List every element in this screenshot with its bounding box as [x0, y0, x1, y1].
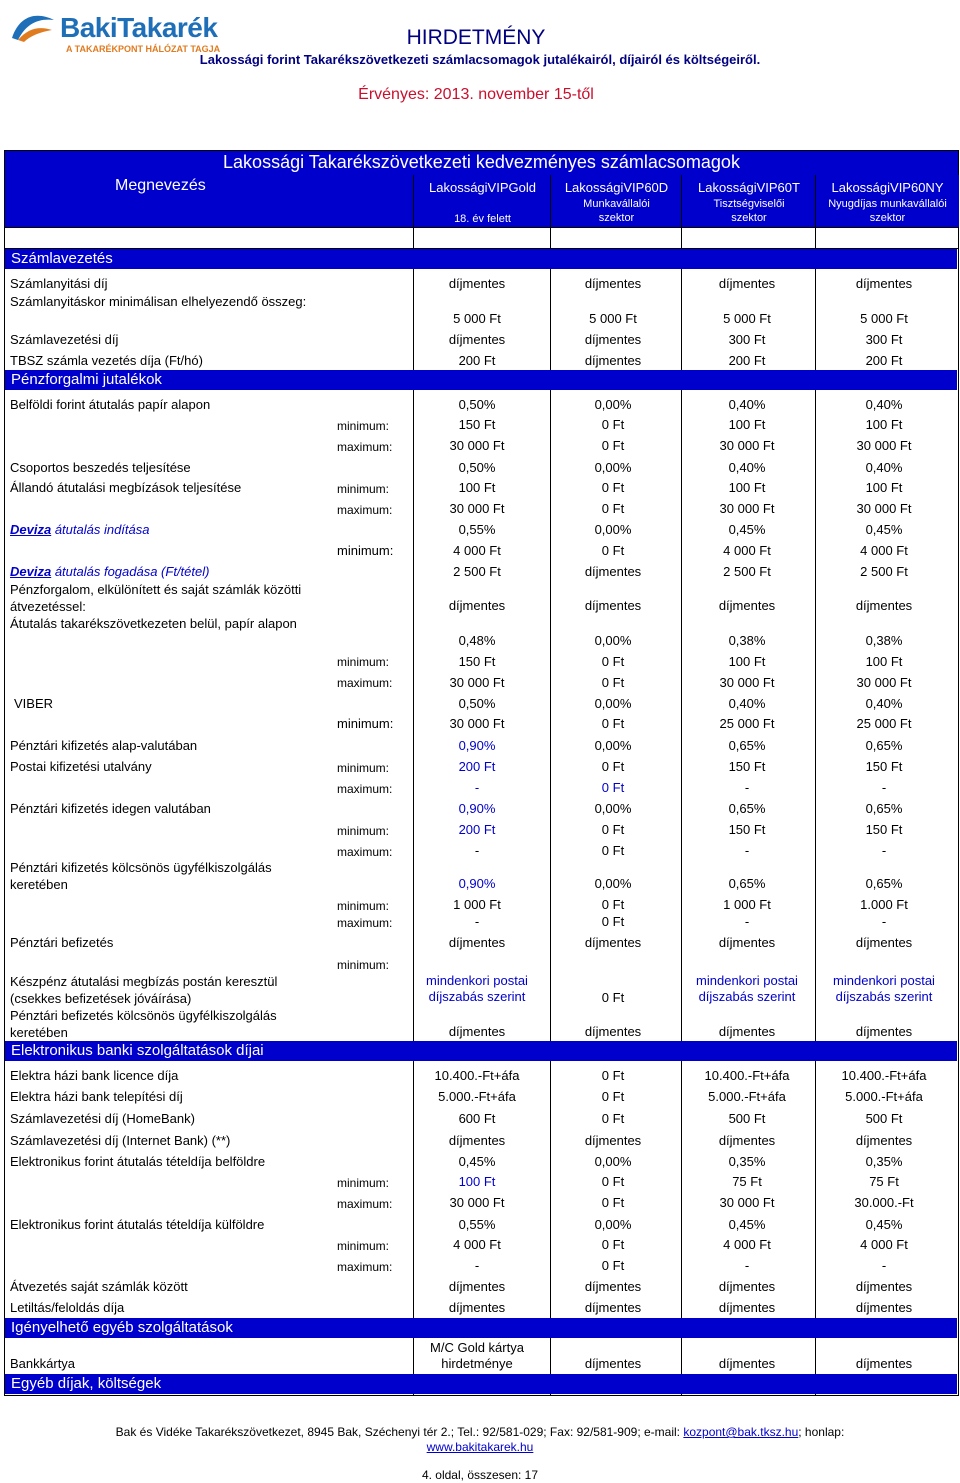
cell: 2 500 Ft: [723, 564, 771, 579]
cell: 100 Ft: [458, 480, 496, 495]
cell: 0 Ft: [601, 1174, 625, 1189]
cell: 30 000 Ft: [719, 501, 775, 516]
cell: 30 000 Ft: [719, 438, 775, 453]
cell: 0,00%: [594, 397, 632, 412]
cell: díjmentes: [718, 1024, 776, 1039]
cell: díjmentes: [448, 1279, 506, 1294]
cell: 0,40%: [728, 460, 766, 475]
cell: díjmentes: [584, 276, 642, 291]
cell: 1.000 Ft: [860, 897, 908, 912]
minimum-label: minimum:: [337, 419, 390, 433]
row-label: Számlavezetési díj (Internet Bank) (**): [10, 1133, 231, 1148]
maximum-label: maximum:: [337, 916, 393, 930]
cell: díjmentes: [584, 598, 642, 613]
cell: 1 000 Ft: [723, 897, 771, 912]
cell: 5 000 Ft: [589, 311, 637, 326]
row-label: Számlavezetési díj: [10, 332, 119, 347]
minimum-label: minimum:: [337, 716, 394, 731]
cell: 30 000 Ft: [449, 675, 505, 690]
cell: 0,00%: [594, 876, 632, 891]
footer-address: Bak és Vidéke Takarékszövetkezet, 8945 Bak, Széchenyi tér 2.; Tel.: 92/581-029; Fax: 92/581-909; e-mail:: [115, 1425, 684, 1439]
cell: 10.400.-Ft+áfa: [434, 1068, 520, 1083]
section-egyeb: Egyéb díjak, költségek: [5, 1374, 957, 1394]
logo-mark-icon: [8, 10, 58, 44]
cell: díjmentes: [855, 1279, 913, 1294]
cell: 4 000 Ft: [723, 1237, 771, 1252]
cell: 0 Ft: [601, 480, 625, 495]
cell: díjmentes: [448, 598, 506, 613]
cell: -: [744, 914, 750, 929]
row-label: Elektronikus forint átutalás tételdíja belföldre: [10, 1154, 266, 1169]
column-header-vip60ny: [815, 175, 959, 227]
cell: 0,45%: [728, 522, 766, 537]
cell: 0,35%: [865, 1154, 903, 1169]
cell: díjmentes: [584, 332, 642, 347]
cell: 0 Ft: [601, 716, 625, 731]
table-header: [4, 150, 959, 228]
cell: 200 Ft: [458, 759, 496, 774]
cell: díjmentes: [584, 1300, 642, 1315]
cell: 150 Ft: [728, 759, 766, 774]
cell: 0 Ft: [601, 1089, 625, 1104]
cell: mindenkori postai díjszabás szerint: [426, 973, 528, 1004]
cell: 0,50%: [458, 460, 496, 475]
cell: 0,00%: [594, 460, 632, 475]
row-label: Pénztári kifizetés kölcsönös ügyfélkiszolgálás keretében: [10, 860, 272, 892]
cell: 0 Ft: [601, 780, 625, 795]
cell: díjmentes: [855, 1300, 913, 1315]
cell: 0,00%: [594, 696, 632, 711]
cell: 5.000.-Ft+áfa: [845, 1089, 923, 1104]
maximum-label: maximum:: [337, 440, 393, 454]
cell: 0 Ft: [601, 417, 625, 432]
cell: 30 000 Ft: [719, 1195, 775, 1210]
cell: díjmentes: [448, 1300, 506, 1315]
cell: 500 Ft: [865, 1111, 903, 1126]
cell: díjmentes: [448, 1133, 506, 1148]
cell: 30 000 Ft: [856, 501, 912, 516]
row-label: Postai kifizetési utalvány: [10, 759, 152, 774]
cell: 0,00%: [594, 1217, 632, 1232]
cell: 0 Ft: [601, 1068, 625, 1083]
cell: 0,40%: [728, 696, 766, 711]
row-label: Számlavezetési díj (HomeBank): [10, 1111, 195, 1126]
cell: 0 Ft: [601, 897, 625, 912]
cell: 75 Ft: [732, 1174, 762, 1189]
cell: 0,40%: [865, 696, 903, 711]
cell: 0,35%: [728, 1154, 766, 1169]
page-subtitle: Lakossági forint Takarékszövetkezeti számlacsomagok jutalékairól, díjairól és költségeiről.: [199, 52, 761, 67]
cell: díjmentes: [718, 276, 776, 291]
cell: 5 000 Ft: [453, 311, 501, 326]
validity-date: Érvényes: 2013. november 15-től: [358, 86, 594, 103]
cell: -: [881, 1258, 887, 1273]
cell: díjmentes: [448, 935, 506, 950]
cell: 0,65%: [728, 738, 766, 753]
cell: 100 Ft: [728, 480, 766, 495]
row-label: Készpénz átutalási megbízás postán keresztül (csekkes befizetések jóváírása): [10, 974, 278, 1006]
row-label: Számlanyitáskor minimálisan elhelyezendő összeg:: [10, 294, 307, 309]
column-name: LakosságiVIP60NY: [831, 180, 944, 195]
logo-tag: A TAKARÉKPONT HÁLÓZAT TAGJA: [66, 44, 221, 54]
cell: 0 Ft: [601, 438, 625, 453]
row-label: Elektronikus forint átutalás tételdíja külföldre: [10, 1217, 265, 1232]
cell: 100 Ft: [728, 654, 766, 669]
cell: 30 000 Ft: [449, 716, 505, 731]
cell: 30 000 Ft: [856, 438, 912, 453]
row-label: Pénztári kifizetés alap-valutában: [10, 738, 198, 753]
cell: 0 Ft: [601, 1111, 625, 1126]
row-label: Átutalás takarékszövetkezeten belül, papír alapon: [10, 616, 297, 631]
cell: díjmentes: [584, 935, 642, 950]
cell: -: [474, 914, 480, 929]
cell: díjmentes: [718, 1356, 776, 1371]
cell: 0,65%: [865, 801, 903, 816]
row-label: Átvezetés saját számlák között: [10, 1279, 188, 1294]
cell: 30 000 Ft: [449, 438, 505, 453]
cell: 0,65%: [728, 876, 766, 891]
cell: -: [744, 1258, 750, 1273]
footer-homepage-label: ; honlap:: [798, 1425, 845, 1439]
cell: 0,45%: [865, 1217, 903, 1232]
column-sub: Nyugdíjas munkavállalói szektor: [828, 198, 947, 224]
page-number: 4. oldal, összesen: 17: [421, 1468, 539, 1482]
logo-name: BakiTakarék: [60, 12, 218, 43]
cell: 4 000 Ft: [723, 543, 771, 558]
cell: 0 Ft: [601, 1258, 625, 1273]
cell: 100 Ft: [728, 417, 766, 432]
cell: 0 Ft: [601, 759, 625, 774]
cell: mindenkori postai díjszabás szerint: [833, 973, 935, 1004]
cell: díjmentes: [584, 564, 642, 579]
cell: 150 Ft: [458, 654, 496, 669]
cell: 0,38%: [728, 633, 766, 648]
maximum-label: maximum:: [337, 676, 393, 690]
cell: díjmentes: [448, 276, 506, 291]
cell: 0 Ft: [601, 654, 625, 669]
cell: 300 Ft: [728, 332, 766, 347]
cell: 30.000.-Ft: [854, 1195, 914, 1210]
cell: 0 Ft: [601, 543, 625, 558]
row-label: Elektra házi bank telepítési díj: [10, 1089, 183, 1104]
cell: 0,00%: [594, 633, 632, 648]
cell: mindenkori postai díjszabás szerint: [696, 973, 798, 1004]
cell: 0,90%: [458, 876, 496, 891]
cell: díjmentes: [718, 935, 776, 950]
cell: 200 Ft: [728, 353, 766, 368]
cell: 0 Ft: [601, 914, 625, 929]
cell: 25 000 Ft: [856, 716, 912, 731]
row-label: Letiltás/feloldás díja: [10, 1300, 125, 1315]
cell: 5.000.-Ft+áfa: [438, 1089, 516, 1104]
cell: díjmentes: [855, 1356, 913, 1371]
cell: 600 Ft: [458, 1111, 496, 1126]
cell: 100 Ft: [865, 480, 903, 495]
cell: 200 Ft: [458, 822, 496, 837]
section-penzforgalmi: Pénzforgalmi jutalékok: [5, 370, 957, 390]
maximum-label: maximum:: [337, 1260, 393, 1274]
cell: 100 Ft: [458, 1174, 496, 1189]
cell: 150 Ft: [865, 822, 903, 837]
cell: 10.400.-Ft+áfa: [704, 1068, 790, 1083]
cell: 30 000 Ft: [449, 1195, 505, 1210]
row-label: Pénztári befizetés kölcsönös ügyfélkiszolgálás keretében: [10, 1008, 277, 1040]
cell: 0,00%: [594, 801, 632, 816]
row-label: VIBER: [14, 696, 54, 711]
cell: 0,00%: [594, 1154, 632, 1169]
cell: díjmentes: [855, 935, 913, 950]
column-name: LakosságiVIPGold: [429, 180, 536, 195]
minimum-label: minimum:: [337, 824, 390, 838]
section-szamlavezetes: Számlavezetés: [5, 249, 957, 269]
email-link[interactable]: kozpont@bak.tksz.hu: [683, 1425, 799, 1439]
cell: -: [881, 843, 887, 858]
cell: 0,90%: [458, 801, 496, 816]
name-column-header: Megnevezés: [115, 177, 206, 194]
cell: 200 Ft: [458, 353, 496, 368]
cell: díjmentes: [718, 1279, 776, 1294]
cell: 0,50%: [458, 696, 496, 711]
cell: 0,65%: [728, 801, 766, 816]
cell: 0,90%: [458, 738, 496, 753]
cell: díjmentes: [584, 1133, 642, 1148]
maximum-label: maximum:: [337, 845, 393, 859]
cell: 4 000 Ft: [860, 543, 908, 558]
cell: 200 Ft: [865, 353, 903, 368]
cell: 0 Ft: [601, 501, 625, 516]
cell: 100 Ft: [865, 417, 903, 432]
page-title: HIRDETMÉNY: [406, 26, 546, 49]
column-name: LakosságiVIP60D: [564, 180, 669, 195]
row-label: Deviza átutalás indítása: [10, 522, 150, 537]
website-link[interactable]: www.bakitakarek.hu: [426, 1440, 534, 1454]
cell: 4 000 Ft: [453, 1237, 501, 1252]
column-sub: Munkavállalói szektor: [583, 198, 650, 224]
cell: 0 Ft: [601, 675, 625, 690]
cell: 4 000 Ft: [860, 1237, 908, 1252]
cell: 1 000 Ft: [453, 897, 501, 912]
cell: 2 500 Ft: [453, 564, 501, 579]
cell: 0,45%: [865, 522, 903, 537]
cell: 0 Ft: [601, 1237, 625, 1252]
section-elektronikus: Elektronikus banki szolgáltatások díjai: [5, 1041, 957, 1061]
cell: díjmentes: [584, 1356, 642, 1371]
maximum-label: maximum:: [337, 782, 393, 796]
cell: díjmentes: [718, 1133, 776, 1148]
cell: 0 Ft: [601, 843, 625, 858]
row-label: Deviza átutalás fogadása (Ft/tétel): [10, 564, 210, 579]
maximum-label: maximum:: [337, 1197, 393, 1211]
cell: díjmentes: [855, 1024, 913, 1039]
cell: -: [474, 1258, 480, 1273]
cell: 0,55%: [458, 522, 496, 537]
cell: 0,40%: [728, 397, 766, 412]
cell: díjmentes: [584, 1279, 642, 1294]
minimum-label: minimum:: [337, 543, 394, 558]
row-label: TBSZ számla vezetés díja (Ft/hó): [10, 353, 203, 368]
cell: díjmentes: [584, 1024, 642, 1039]
cell: 75 Ft: [869, 1174, 899, 1189]
cell: 0,00%: [594, 522, 632, 537]
cell: 0,00%: [594, 738, 632, 753]
cell: -: [881, 780, 887, 795]
section-igenyelheto: Igényelhető egyéb szolgáltatások: [5, 1318, 957, 1338]
column-header-vipgold: [413, 175, 551, 227]
cell: 0,48%: [458, 633, 496, 648]
cell: 30 000 Ft: [449, 501, 505, 516]
column-header-vip60d: [550, 175, 682, 227]
row-label: Belföldi forint átutalás papír alapon: [10, 397, 211, 412]
cell: díjmentes: [448, 332, 506, 347]
minimum-label: minimum:: [337, 655, 390, 669]
row-label: Pénztári kifizetés idegen valutában: [10, 801, 211, 816]
cell: 5 000 Ft: [723, 311, 771, 326]
column-sub: Tisztségviselői szektor: [713, 198, 785, 224]
cell: díjmentes: [448, 1024, 506, 1039]
cell: 0,65%: [865, 876, 903, 891]
cell: 150 Ft: [728, 822, 766, 837]
cell: díjmentes: [718, 598, 776, 613]
cell: 0,45%: [728, 1217, 766, 1232]
column-sub: 18. év felett: [454, 213, 511, 225]
cell: 25 000 Ft: [719, 716, 775, 731]
row-label: Csoportos beszedés teljesítése: [10, 460, 191, 475]
cell: 30 000 Ft: [856, 675, 912, 690]
cell: 0,38%: [865, 633, 903, 648]
cell: 0 Ft: [601, 822, 625, 837]
footer: [20, 1425, 940, 1455]
maximum-label: maximum:: [337, 503, 393, 517]
row-label: Állandó átutalási megbízások teljesítése: [10, 480, 242, 495]
row-label: Pénzforgalom, elkülönített és saját számlák közötti átvezetéssel:: [10, 582, 302, 614]
cell: 0,65%: [865, 738, 903, 753]
minimum-label: minimum:: [337, 899, 390, 913]
cell: -: [474, 843, 480, 858]
row-label: Bankkártya: [10, 1356, 76, 1371]
cell: 500 Ft: [728, 1111, 766, 1126]
cell: 0 Ft: [601, 1195, 625, 1210]
cell: 30 000 Ft: [719, 675, 775, 690]
cell: díjmentes: [584, 353, 642, 368]
cell: 0,50%: [458, 397, 496, 412]
row-label: Elektra házi bank licence díja: [10, 1068, 179, 1083]
cell: 0 Ft: [601, 990, 625, 1005]
cell: 0,40%: [865, 460, 903, 475]
cell: M/C Gold kártya hirdetménye: [430, 1340, 524, 1371]
table-title: Lakossági Takarékszövetkezeti kedvezményes számlacsomagok: [223, 152, 740, 172]
cell: 100 Ft: [865, 654, 903, 669]
minimum-label: minimum:: [337, 482, 390, 496]
row-label: Számlanyitási díj: [10, 276, 108, 291]
cell: -: [744, 843, 750, 858]
column-name: LakosságiVIP60T: [698, 180, 800, 195]
minimum-label: minimum:: [337, 958, 390, 972]
row-label: Pénztári befizetés: [10, 935, 114, 950]
cell: díjmentes: [718, 1300, 776, 1315]
cell: 0,45%: [458, 1154, 496, 1169]
cell: díjmentes: [855, 1133, 913, 1148]
logo: [8, 6, 221, 56]
cell: 150 Ft: [865, 759, 903, 774]
column-header-vip60t: [681, 175, 816, 227]
minimum-label: minimum:: [337, 1176, 390, 1190]
cell: 5.000.-Ft+áfa: [708, 1089, 786, 1104]
cell: 2 500 Ft: [860, 564, 908, 579]
cell: 4 000 Ft: [453, 543, 501, 558]
cell: -: [881, 914, 887, 929]
cell: -: [744, 780, 750, 795]
cell: 10.400.-Ft+áfa: [841, 1068, 927, 1083]
minimum-label: minimum:: [337, 1239, 390, 1253]
cell: 5 000 Ft: [860, 311, 908, 326]
cell: 0,40%: [865, 397, 903, 412]
cell: díjmentes: [855, 276, 913, 291]
cell: díjmentes: [855, 598, 913, 613]
cell: 0,55%: [458, 1217, 496, 1232]
cell: 300 Ft: [865, 332, 903, 347]
cell: -: [474, 780, 480, 795]
cell: 150 Ft: [458, 417, 496, 432]
minimum-label: minimum:: [337, 761, 390, 775]
